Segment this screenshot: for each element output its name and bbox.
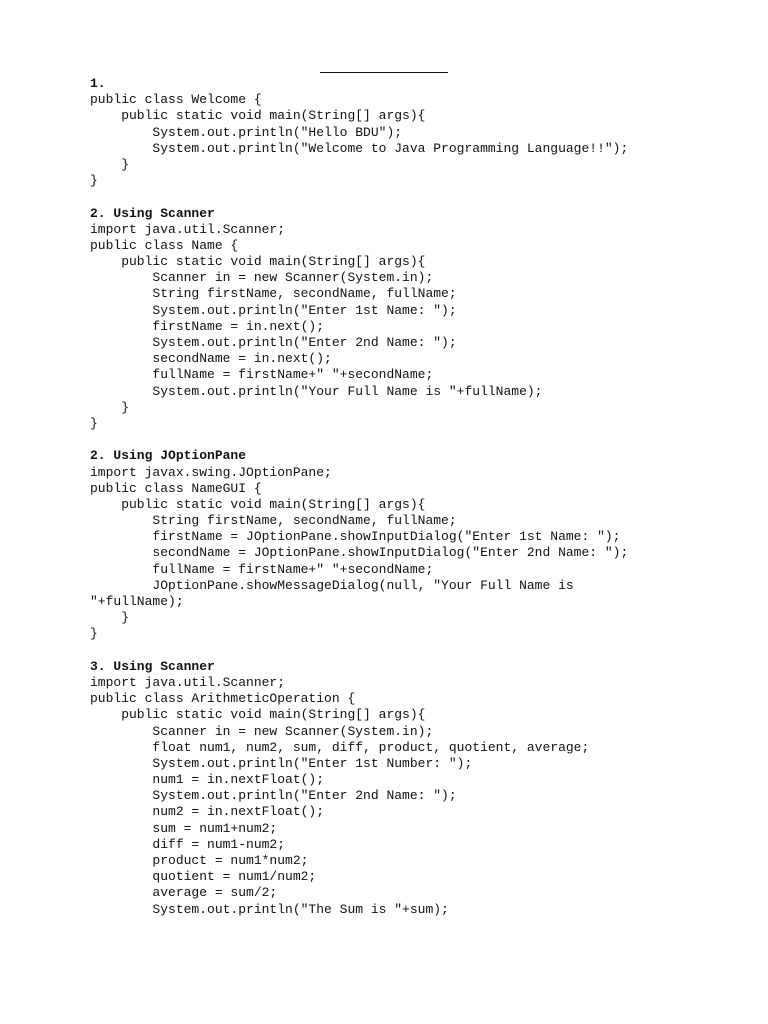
code-line: fullName = firstName+" "+secondName; (90, 367, 434, 383)
code-line: String firstName, secondName, fullName; (90, 513, 457, 529)
code-line: num2 = in.nextFloat(); (90, 804, 325, 820)
section-heading: 3. Using Scanner (90, 658, 215, 674)
code-line: } (90, 156, 130, 172)
code-line: firstName = in.next(); (90, 318, 325, 334)
code-line: sum = num1+num2; (90, 820, 278, 836)
code-line: secondName = JOptionPane.showInputDialog("Enter 2nd Name: "); (90, 545, 629, 561)
header-rule (320, 72, 448, 73)
section-heading: 1. (90, 76, 106, 91)
code-line: Scanner in = new Scanner(System.in); (90, 723, 434, 739)
code-line: System.out.println("Enter 1st Number: "); (90, 755, 473, 771)
code-line: System.out.println("Your Full Name is "+fullName); (90, 383, 543, 399)
code-line: String firstName, secondName, fullName; (90, 286, 457, 302)
code-line (90, 643, 750, 659)
code-line: import java.util.Scanner; (90, 674, 286, 690)
code-line: secondName = in.next(); (90, 351, 332, 367)
code-line: import javax.swing.JOptionPane; (90, 464, 332, 480)
code-line: public class Name { (90, 237, 239, 253)
code-line: } (90, 173, 98, 189)
code-line: float num1, num2, sum, diff, product, quotient, average; (90, 739, 590, 755)
code-line: num1 = in.nextFloat(); (90, 772, 325, 788)
code-line: public static void main(String[] args){ (90, 254, 426, 270)
code-line: JOptionPane.showMessageDialog(null, "Your Full Name is (90, 577, 574, 593)
code-line: public static void main(String[] args){ (90, 707, 426, 723)
code-line: fullName = firstName+" "+secondName; (90, 561, 434, 577)
code-line: System.out.println("Enter 1st Name: "); (90, 302, 457, 318)
code-line: } (90, 415, 98, 431)
code-line: public class Welcome { (90, 92, 262, 108)
code-line: firstName = JOptionPane.showInputDialog("Enter 1st Name: "); (90, 529, 621, 545)
code-line: System.out.println("Enter 2nd Name: "); (90, 788, 457, 804)
code-line: System.out.println("Welcome to Java Programming Language!!"); (90, 140, 629, 156)
code-line: diff = num1-num2; (90, 836, 286, 852)
code-line: Scanner in = new Scanner(System.in); (90, 270, 434, 286)
section-heading: 2. Using JOptionPane (90, 448, 247, 464)
code-line (90, 189, 750, 205)
code-line: public class NameGUI { (90, 480, 262, 496)
code-line: public static void main(String[] args){ (90, 496, 426, 512)
code-line: average = sum/2; (90, 885, 278, 901)
code-line: } (90, 610, 130, 626)
code-line (90, 432, 750, 448)
code-line: quotient = num1/num2; (90, 869, 317, 885)
code-listing (90, 76, 750, 918)
code-line: System.out.println("Hello BDU"); (90, 124, 403, 140)
code-line: } (90, 399, 130, 415)
code-line: "+fullName); (90, 594, 184, 609)
code-line: System.out.println("Enter 2nd Name: "); (90, 335, 457, 350)
code-line: } (90, 626, 98, 642)
code-line: System.out.println("The Sum is "+sum); (90, 901, 449, 917)
code-line: public class ArithmeticOperation { (90, 691, 356, 707)
section-heading: 2. Using Scanner (90, 205, 215, 221)
code-line: public static void main(String[] args){ (90, 108, 426, 124)
code-line: import java.util.Scanner; (90, 221, 286, 237)
code-line: product = num1*num2; (90, 853, 309, 868)
